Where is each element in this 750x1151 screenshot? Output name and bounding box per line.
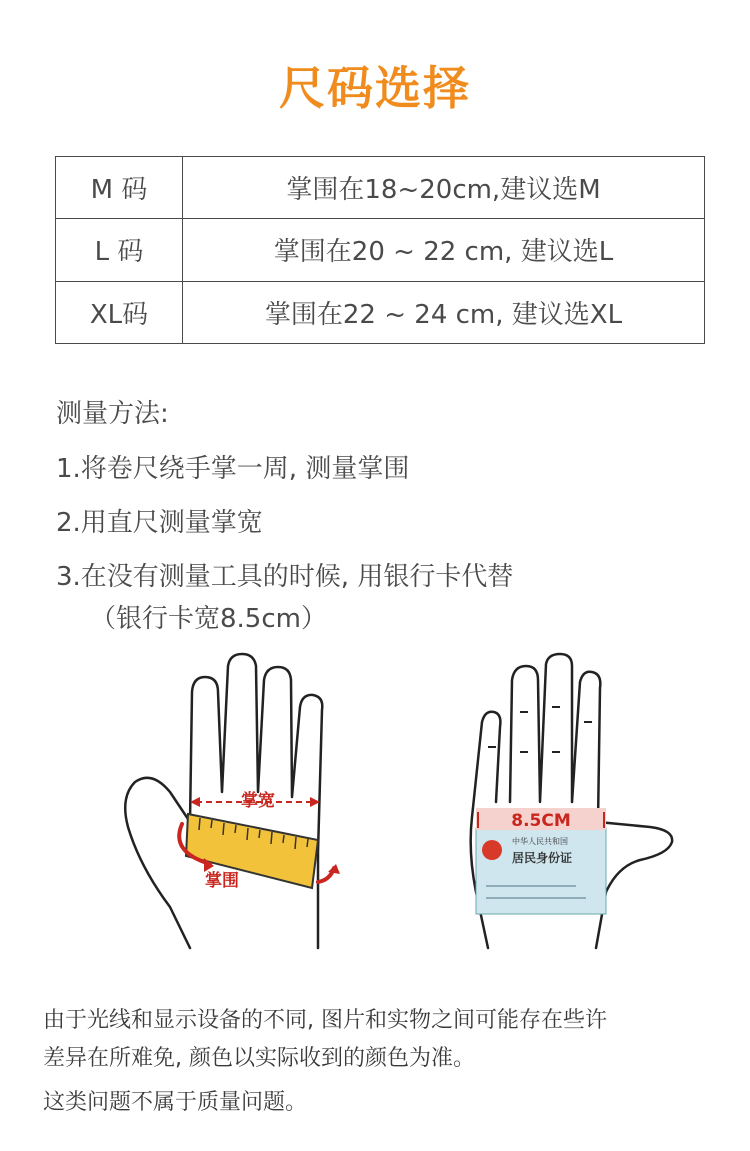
method-step-3: 3.在没有测量工具的时候, 用银行卡代替 [56,562,514,592]
palm-width-arrow [190,790,320,811]
left-hand-illustration [125,654,322,948]
card-width-label: 8.5CM [511,811,571,831]
palm-circumference-label: 掌围 [205,871,239,891]
page-title: 尺码选择 [279,61,471,115]
size-description-cell: 掌围在18~20cm,建议选M [183,157,705,219]
size-table [55,156,705,344]
size-description-cell: 掌围在20 ~ 22 cm, 建议选L [183,219,705,281]
id-card-icon [476,828,606,914]
card-width-band [476,808,606,831]
palm-width-label: 掌宽 [241,791,275,811]
size-cell: XL码 [56,281,183,343]
table-row [56,281,705,343]
table-row [56,219,705,281]
footer-line-2: 差异在所难免, 颜色以实际收到的颜色为准。 [43,1046,475,1071]
method-note: （银行卡宽8.5cm） [90,604,327,634]
card-title-line2: 居民身份证 [511,851,573,865]
footer-line-1: 由于光线和显示设备的不同, 图片和实物之间可能存在些许 [43,1008,607,1033]
card-title-line1: 中华人民共和国 [512,837,568,846]
measurement-illustration [0,652,750,962]
method-step-1: 1.将卷尺绕手掌一周, 测量掌围 [56,454,410,484]
table-row [56,157,705,219]
method-step-2: 2.用直尺测量掌宽 [56,508,263,538]
size-description-cell: 掌围在22 ~ 24 cm, 建议选XL [183,281,705,343]
size-cell: M 码 [56,157,183,219]
method-heading: 测量方法: [56,399,169,429]
footer-line-3: 这类问题不属于质量问题。 [43,1090,308,1115]
size-cell: L 码 [56,219,183,281]
emblem-icon [482,840,502,860]
